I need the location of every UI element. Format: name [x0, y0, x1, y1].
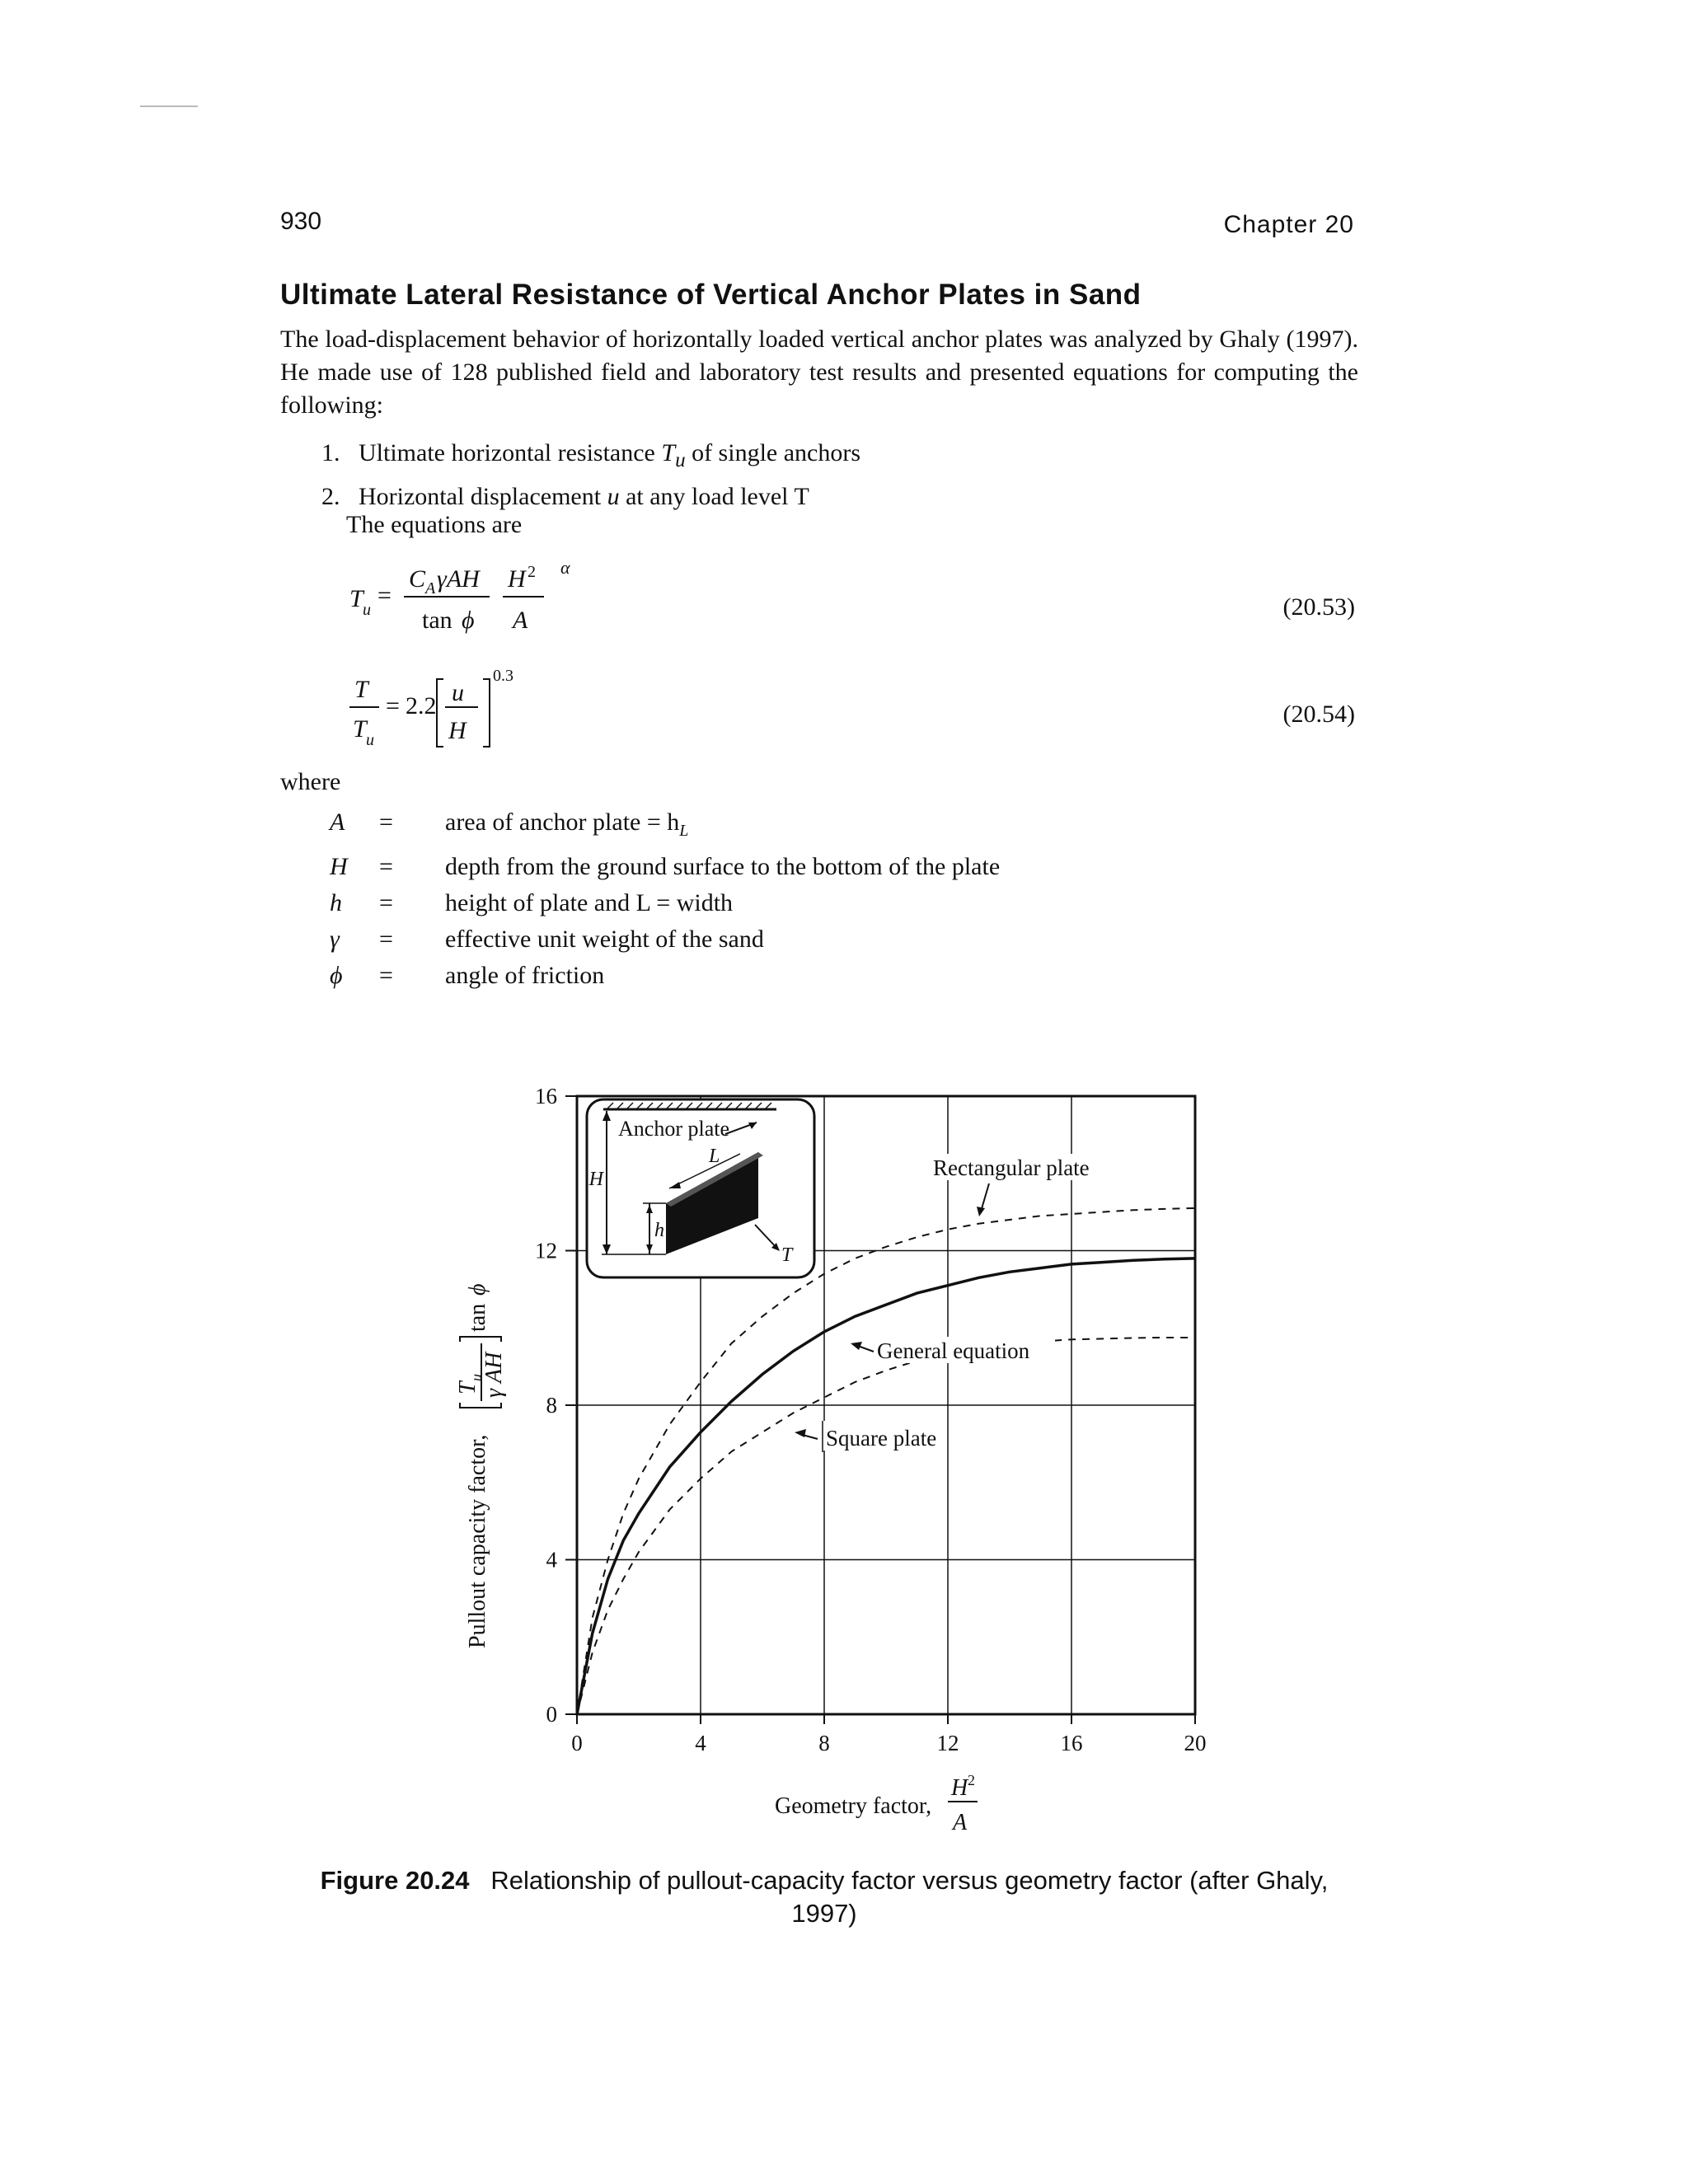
where-label: where — [280, 768, 341, 795]
definition-row: h = height of plate and L = width — [330, 889, 734, 916]
list-item: 1. Ultimate horizontal resistance $T_u$ of single anchors — [321, 439, 861, 471]
y-tick-label: 16 — [535, 1084, 557, 1108]
equations-intro: The equations are — [346, 511, 523, 538]
x-tick-label: 4 — [695, 1731, 706, 1755]
annotation-square-plate: Square plate — [826, 1426, 937, 1451]
equation-20-54 — [346, 664, 544, 755]
figure-caption: Figure 20.24 Relationship of pullout-capacity factor versus geometry factor (after Ghaly, 1997) — [320, 1866, 1329, 1928]
definition-row: γ = effective unit weight of the sand — [330, 926, 764, 953]
definition-row: ϕ = angle of friction — [330, 962, 605, 989]
inset-label: Anchor plate — [618, 1117, 730, 1141]
x-tick-label: 8 — [818, 1731, 830, 1755]
svg-text:α: α — [560, 557, 570, 578]
annotation-arrowhead — [851, 1342, 862, 1350]
svg-text:2: 2 — [528, 563, 536, 581]
chart-series — [577, 1208, 1195, 1714]
definition-row: A = area of anchor plate = $h_L$ — [330, 808, 689, 840]
svg-text:T: T — [349, 585, 363, 612]
svg-text:2.2: 2.2 — [406, 692, 437, 719]
page-number: 930 — [280, 208, 322, 235]
definition-row: H = depth from the ground surface to the bottom of the plate — [330, 853, 1001, 880]
annotation-rectangular-plate: Rectangular plate — [933, 1155, 1090, 1180]
chapter-label: Chapter 20 — [1223, 211, 1354, 238]
svg-text:γAH: γAH — [437, 565, 480, 593]
annotation-pointer — [981, 1183, 989, 1212]
svg-text:2: 2 — [968, 1772, 975, 1788]
svg-text:A: A — [953, 1810, 968, 1835]
svg-text:=: = — [377, 582, 392, 609]
svg-text:=: = — [386, 692, 400, 719]
x-axis-label — [775, 1772, 978, 1835]
x-tick-label: 16 — [1060, 1731, 1083, 1755]
intro-paragraph: The load-displacement behavior of horizontally loaded vertical anchor plates was analyzed by Ghaly (1997). He made use of 128 published field and laboratory test results and presented equations for computing the following: — [280, 326, 1358, 419]
pullout-capacity-chart — [445, 1071, 1278, 1846]
svg-text:H: H — [448, 717, 467, 744]
svg-text:C: C — [409, 565, 426, 593]
svg-text:u: u — [363, 601, 371, 619]
y-axis-label — [455, 1284, 507, 1649]
svg-text:u: u — [452, 679, 464, 706]
svg-text:γ AH: γ AH — [481, 1352, 507, 1398]
equation-number: (20.53) — [1282, 593, 1355, 621]
equation-20-53 — [346, 557, 610, 643]
svg-text:T: T — [781, 1244, 793, 1266]
list-item: 2. Horizontal displacement u at any load level T — [321, 483, 809, 510]
scan-artifact — [140, 105, 198, 107]
equation-number: (20.54) — [1282, 701, 1355, 728]
series-square-plate — [577, 1338, 1195, 1714]
svg-text:ϕ: ϕ — [462, 607, 475, 634]
svg-text:tan: tan — [422, 607, 452, 634]
svg-text:u: u — [366, 731, 374, 749]
series-rectangular-plate — [577, 1208, 1195, 1714]
y-tick-label: 4 — [546, 1547, 557, 1572]
computed-items-list — [321, 435, 860, 515]
section-title: Ultimate Lateral Resistance of Vertical Anchor Plates in Sand — [280, 279, 1142, 311]
svg-text:u: u — [468, 1374, 485, 1381]
svg-text:H: H — [508, 565, 526, 593]
x-tick-label: 12 — [936, 1731, 959, 1755]
svg-text:T: T — [354, 676, 368, 703]
y-tick-label: 8 — [546, 1393, 557, 1418]
svg-text:Pullout capacity factor,: Pullout capacity factor, — [465, 1434, 490, 1648]
anchor-plate-inset — [587, 1099, 814, 1277]
x-tick-label: 0 — [571, 1731, 583, 1755]
svg-text:L: L — [709, 1146, 720, 1167]
annotation-arrowhead — [795, 1429, 806, 1437]
annotation-general-equation: General equation — [877, 1338, 1030, 1363]
svg-text:A: A — [513, 607, 528, 634]
y-tick-label: 12 — [535, 1238, 557, 1263]
svg-text:T: T — [353, 715, 367, 743]
svg-text:A: A — [425, 579, 436, 598]
svg-text:Geometry factor,: Geometry factor, — [775, 1793, 932, 1819]
y-tick-label: 0 — [546, 1702, 557, 1727]
svg-text:ϕ: ϕ — [465, 1283, 490, 1296]
svg-text:0.3: 0.3 — [493, 667, 513, 685]
svg-text:tan: tan — [465, 1303, 490, 1332]
svg-text:T: T — [455, 1381, 481, 1394]
annotation-arrowhead — [977, 1207, 985, 1216]
svg-text:H: H — [588, 1169, 603, 1190]
svg-text:H: H — [951, 1775, 968, 1801]
symbol-definitions — [330, 804, 1000, 994]
x-tick-label: 20 — [1184, 1731, 1207, 1755]
svg-text:h: h — [654, 1220, 664, 1241]
series-general-equation — [577, 1258, 1195, 1714]
